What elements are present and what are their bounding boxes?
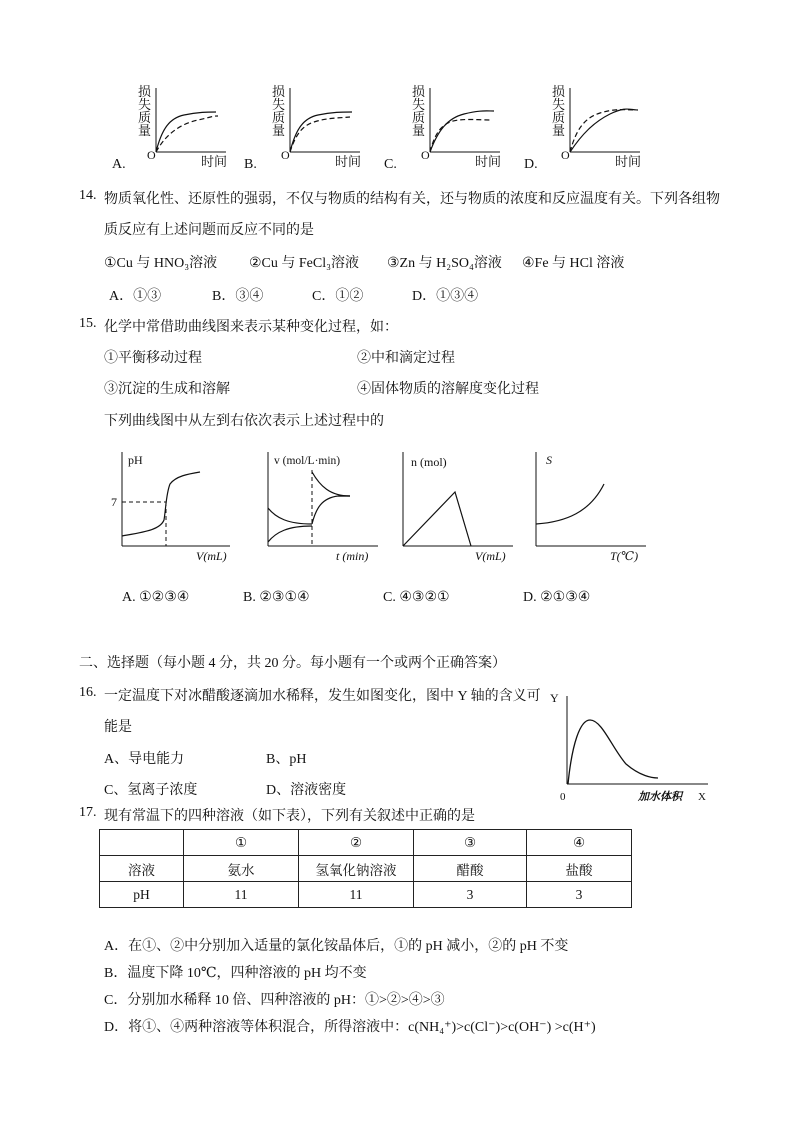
table-cell: 盐酸 — [527, 856, 632, 882]
table-cell: 氢氧化钠溶液 — [299, 856, 414, 882]
q13-graph-a — [108, 82, 233, 172]
y-label: S — [546, 453, 552, 467]
q16-option-b[interactable]: B、pH — [266, 752, 307, 767]
q16-stem-line1: 一定温度下对冰醋酸逐滴加水稀释，发生如图变化，图中 Y 轴的含义可 — [104, 689, 541, 704]
q17-option-c[interactable]: C．分别加水稀释 10 倍、四种溶液的 pH：①>②>④>③ — [104, 993, 445, 1008]
q14-item-1: ①Cu 与 HNO₃溶液 — [104, 256, 218, 271]
x-label: t (min) — [336, 549, 369, 563]
y-label-2: 失 — [272, 97, 286, 112]
origin-label: O — [147, 148, 156, 162]
q13-graph-c — [382, 82, 507, 172]
y-label: n (mol) — [411, 455, 447, 469]
q14-item-3: ③Zn 与 H₂SO₄溶液 — [387, 256, 502, 271]
graph-axes — [156, 88, 226, 152]
x-axis-letter: X — [698, 791, 706, 803]
q14-item-2: ②Cu 与 FeCl₃溶液 — [249, 256, 359, 271]
y-label-2: 失 — [412, 97, 426, 112]
precipitate-line — [403, 492, 471, 546]
solid-curve — [570, 109, 638, 152]
q15-item-2: ②中和滴定过程 — [357, 351, 455, 366]
q15-stem: 化学中常借助曲线图来表示某种变化过程，如： — [104, 320, 398, 335]
q16-number: 16. — [79, 685, 97, 700]
origin-label: O — [421, 148, 430, 162]
q15-item-1: ①平衡移动过程 — [104, 351, 202, 366]
q14-option-c[interactable]: C．①② — [312, 289, 364, 304]
y-axis-label: Y — [550, 691, 559, 705]
y-label-1: 损 — [552, 84, 566, 99]
q17-option-b[interactable]: B．温度下降 10℃，四种溶液的 pH 均不变 — [104, 966, 367, 981]
option-label-b: B. — [244, 157, 257, 172]
origin-label: O — [561, 148, 570, 162]
forward-rate-after — [312, 472, 350, 496]
x-label: V(mL) — [196, 549, 227, 563]
table-cell: ④ — [527, 830, 632, 856]
forward-rate-before — [268, 508, 312, 524]
q14-stem-line1: 物质氧化性、还原性的强弱，不仅与物质的结构有关，还与物质的浓度和反应温度有关。下列各组物 — [104, 192, 720, 207]
x-label: V(mL) — [475, 549, 506, 563]
q15-item-3: ③沉淀的生成和溶解 — [104, 382, 230, 397]
table-cell: ① — [184, 830, 299, 856]
x-label: 时间 — [201, 154, 228, 169]
q16-option-d[interactable]: D、溶液密度 — [266, 783, 347, 798]
q15-option-d[interactable]: D. ②①③④ — [523, 590, 591, 605]
y-label-2: 失 — [138, 97, 152, 112]
solubility-curve — [536, 484, 604, 524]
table-row — [100, 830, 632, 856]
titration-curve — [122, 472, 200, 536]
table-cell: 溶液 — [100, 856, 184, 882]
dashed-curve — [570, 110, 636, 152]
q14-item-4: ④Fe 与 HCl 溶液 — [522, 256, 625, 271]
q13-graph-b — [242, 82, 367, 172]
q14-option-a[interactable]: A．①③ — [109, 289, 162, 304]
section-2-header: 二、选择题（每小题 4 分，共 20 分。每小题有一个或两个正确答案） — [79, 656, 506, 671]
q17-stem: 现有常温下的四种溶液（如下表），下列有关叙述中正确的是 — [104, 809, 475, 824]
x-label: 时间 — [335, 154, 362, 169]
y-label-2: 失 — [552, 97, 566, 112]
y-label-1: 损 — [272, 84, 286, 99]
y-label-4: 量 — [552, 123, 566, 138]
solid-curve — [290, 112, 352, 152]
y-label-3: 质 — [272, 110, 286, 125]
dashed-curve — [290, 117, 350, 152]
q15-option-c[interactable]: C. ④③②① — [383, 590, 450, 605]
solid-curve — [156, 112, 216, 152]
q15-graph-1 — [108, 446, 243, 568]
option-label-c: C. — [384, 157, 397, 172]
table-cell: 11 — [299, 882, 414, 908]
q15-number: 15. — [79, 316, 97, 331]
solid-curve — [430, 111, 494, 152]
reverse-rate-after — [312, 496, 350, 524]
q15-graph-4 — [526, 446, 651, 568]
table-cell: 3 — [527, 882, 632, 908]
dashed-curve — [156, 116, 218, 152]
q13-graph-d — [522, 82, 647, 172]
q14-stem-line2: 质反应有上述问题而反应不同的是 — [104, 223, 314, 238]
dashed-curve — [430, 120, 492, 153]
x-label: 时间 — [615, 154, 642, 169]
y-label-1: 损 — [138, 84, 152, 99]
x-label: 加水体积 — [638, 791, 682, 803]
q17-number: 17. — [79, 805, 97, 820]
q17-table — [99, 829, 632, 908]
reverse-rate-before — [268, 526, 312, 542]
x-label: 时间 — [475, 154, 502, 169]
y-label-3: 质 — [552, 110, 566, 125]
table-cell: 醋酸 — [414, 856, 527, 882]
y-label-3: 质 — [412, 110, 426, 125]
table-cell: 11 — [184, 882, 299, 908]
table-row — [100, 856, 632, 882]
tick-7: 7 — [111, 495, 117, 509]
q17-option-d[interactable]: D．将①、④两种溶液等体积混合，所得溶液中：c(NH₄⁺)>c(Cl⁻)>c(OH⁻) >c(H⁺) — [104, 1020, 596, 1035]
dilution-curve — [568, 720, 658, 784]
table-cell: 3 — [414, 882, 527, 908]
table-cell: 氨水 — [184, 856, 299, 882]
y-label-3: 质 — [138, 110, 152, 125]
origin-label: 0 — [560, 791, 566, 803]
y-label-4: 量 — [412, 123, 426, 138]
table-row — [100, 882, 632, 908]
q15-prompt: 下列曲线图中从左到右依次表示上述过程中的 — [104, 414, 384, 429]
q15-graph-3 — [393, 446, 518, 568]
q14-number: 14. — [79, 188, 97, 203]
x-label: T(℃) — [610, 549, 639, 563]
q16-graph — [540, 684, 720, 806]
q17-option-a[interactable]: A．在①、②中分别加入适量的氯化铵晶体后，①的 pH 减小，②的 pH 不变 — [104, 939, 569, 954]
y-label: pH — [128, 453, 143, 467]
table-cell — [100, 830, 184, 856]
q15-item-4: ④固体物质的溶解度变化过程 — [357, 382, 539, 397]
table-cell: ② — [299, 830, 414, 856]
q16-option-a[interactable]: A、导电能力 — [104, 752, 185, 767]
q15-option-a[interactable]: A. ①②③④ — [122, 590, 190, 605]
option-label-a: A. — [112, 157, 126, 172]
q14-option-d[interactable]: D．①③④ — [412, 289, 479, 304]
y-label-4: 量 — [272, 123, 286, 138]
q14-option-b[interactable]: B．③④ — [212, 289, 264, 304]
y-label-4: 量 — [138, 123, 152, 138]
q16-option-c[interactable]: C、氢离子浓度 — [104, 783, 198, 798]
table-cell: pH — [100, 882, 184, 908]
option-label-d: D. — [524, 157, 538, 172]
table-cell: ③ — [414, 830, 527, 856]
q15-graph-2 — [258, 446, 383, 568]
q15-option-b[interactable]: B. ②③①④ — [243, 590, 310, 605]
q16-stem-line2: 能是 — [104, 720, 132, 735]
origin-label: O — [281, 148, 290, 162]
y-label-1: 损 — [412, 84, 426, 99]
y-label: v (mol/L·min) — [274, 455, 341, 467]
